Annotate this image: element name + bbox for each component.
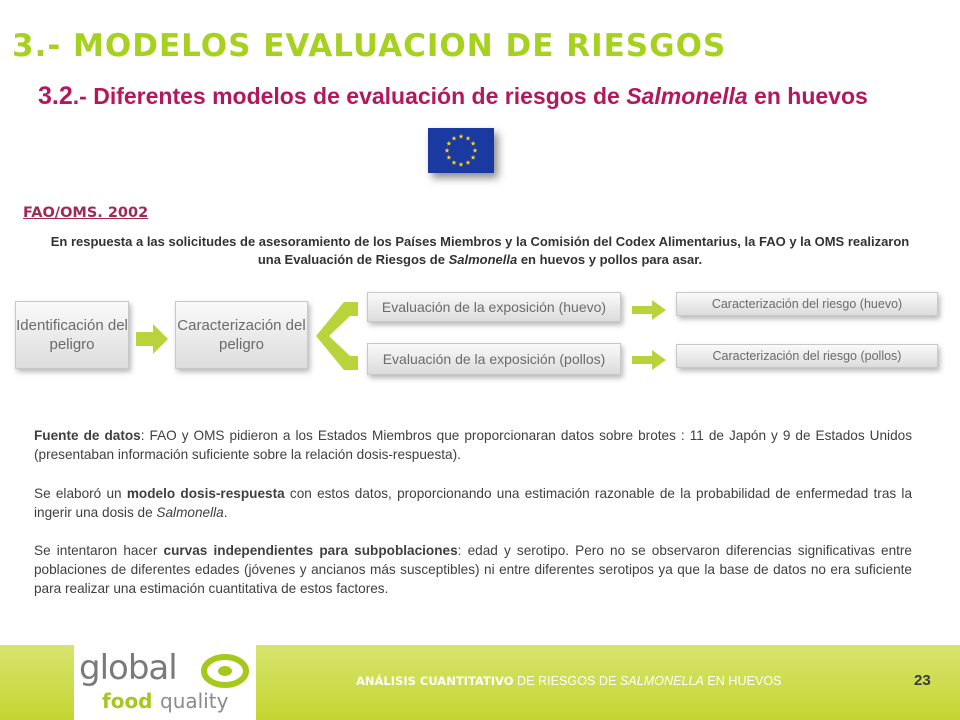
flag-star — [459, 134, 464, 139]
logo-word-food: food — [102, 689, 153, 713]
flow-arrow-1 — [136, 324, 168, 354]
footer-caption-pre: DE RIESGOS DE — [513, 674, 620, 688]
box-caracterizacion-label: Caracterización del peligro — [177, 317, 306, 353]
paragraph-sub-bold: curvas independientes para subpoblaciones — [163, 543, 458, 558]
flag-star — [466, 160, 471, 165]
box-identificacion-label: Identificación del peligro — [16, 317, 128, 353]
paragraph-modelo-dosis — [34, 484, 912, 522]
logo-word-quality: quality — [160, 689, 229, 713]
flag-star — [445, 148, 450, 153]
flag-star — [473, 148, 478, 153]
subtitle-text: .- Diferentes modelos de evaluación de riesgos de — [72, 83, 627, 109]
paragraph-fuente-text: : FAO y OMS pidieron a los Estados Miembros que proporcionaran datos sobre brotes : 11 de Japón y 9 de Estados Unidos (presentaban información suficiente sobre la relación dosis-respuesta). — [34, 428, 912, 462]
flag-star — [446, 141, 451, 146]
flag-star — [446, 155, 451, 160]
subtitle-italic: Salmonella — [626, 83, 748, 109]
footer-caption-post: EN HUEVOS — [703, 674, 782, 688]
paragraph-subpoblaciones — [34, 541, 912, 598]
intro-text-part: En respuesta a las solicitudes de asesoramiento de los Países Miembros y la Comisión del Codex Alimentarius, la FAO y la OMS realizaron una Evaluación de Riesgos de — [50, 234, 910, 267]
paragraph-modelo-post: . — [223, 505, 228, 520]
flow-arrow-pollos — [632, 348, 666, 372]
intro-italic: Salmonella — [448, 252, 518, 267]
box-riesgo-huevo — [676, 292, 938, 316]
flag-star — [471, 141, 476, 146]
paragraph-modelo-mid: con estos datos, proporcionando una estimación razonable de la probabilidad de enfermedad tras la ingerir una dosis de — [34, 486, 913, 520]
box-riesgo-pollos — [676, 344, 938, 368]
paragraph-fuente-datos — [34, 426, 912, 464]
paragraph-modelo-pre: Se elaboró un — [34, 486, 127, 501]
intro-text-end: en huevos y pollos para asar. — [517, 252, 703, 267]
page-title: 3.- MODELOS EVALUACION DE RIESGOS — [12, 28, 727, 64]
box-exposicion-pollos — [367, 343, 621, 375]
page-subtitle — [38, 82, 868, 111]
box-exposicion-huevo-label: Evaluación de la exposición (huevo) — [381, 299, 607, 315]
box-caracterizacion-peligro — [175, 301, 308, 369]
paragraph-modelo-bold: modelo dosis-respuesta — [126, 486, 285, 501]
paragraph-sub-pre: Se intentaron hacer — [34, 543, 164, 558]
subtitle-number: 3.2 — [38, 82, 73, 110]
global-food-quality-logo — [74, 645, 256, 720]
footer-caption — [356, 674, 782, 688]
flag-star — [471, 155, 476, 160]
eu-flag-stars — [428, 128, 494, 173]
footer-bar — [0, 645, 960, 720]
paragraph-sub-post: : edad y serotipo. Pero no se observaron diferencias significativas entre poblaciones de diferentes edades (jóvenes y ancianos más susceptibles) ni entre diferentes serotipos ya que la base de datos no era suficiente para realizar una estimación cuantitativa de estos factores. — [34, 543, 912, 596]
paragraph-fuente-bold: Fuente de datos — [34, 428, 141, 443]
section-label: FAO/OMS. 2002 — [23, 205, 149, 221]
intro-text — [40, 233, 920, 269]
box-identificacion-peligro — [15, 301, 129, 369]
footer-caption-italic: SALMONELLA — [619, 674, 704, 688]
flow-arrow-huevo — [632, 298, 666, 322]
paragraph-modelo-italic: Salmonella — [156, 505, 224, 520]
flag-star — [452, 160, 457, 165]
logo-word-global: global — [79, 648, 177, 688]
flag-star — [459, 162, 464, 167]
page-number: 23 — [914, 672, 931, 689]
flow-split-arrow — [314, 300, 360, 372]
box-riesgo-huevo-label: Caracterización del riesgo (huevo) — [711, 297, 903, 311]
logo-ring-icon — [200, 653, 250, 689]
subtitle-end: en huevos — [747, 83, 868, 109]
flag-star — [452, 136, 457, 141]
box-exposicion-huevo — [367, 292, 621, 322]
flag-star — [466, 136, 471, 141]
box-riesgo-pollos-label: Caracterización del riesgo (pollos) — [712, 349, 902, 363]
eu-flag-icon — [428, 128, 494, 173]
box-exposicion-pollos-label: Evaluación de la exposición (pollos) — [382, 351, 606, 367]
footer-caption-bold: ANÁLISIS CUANTITATIVO — [356, 674, 514, 688]
